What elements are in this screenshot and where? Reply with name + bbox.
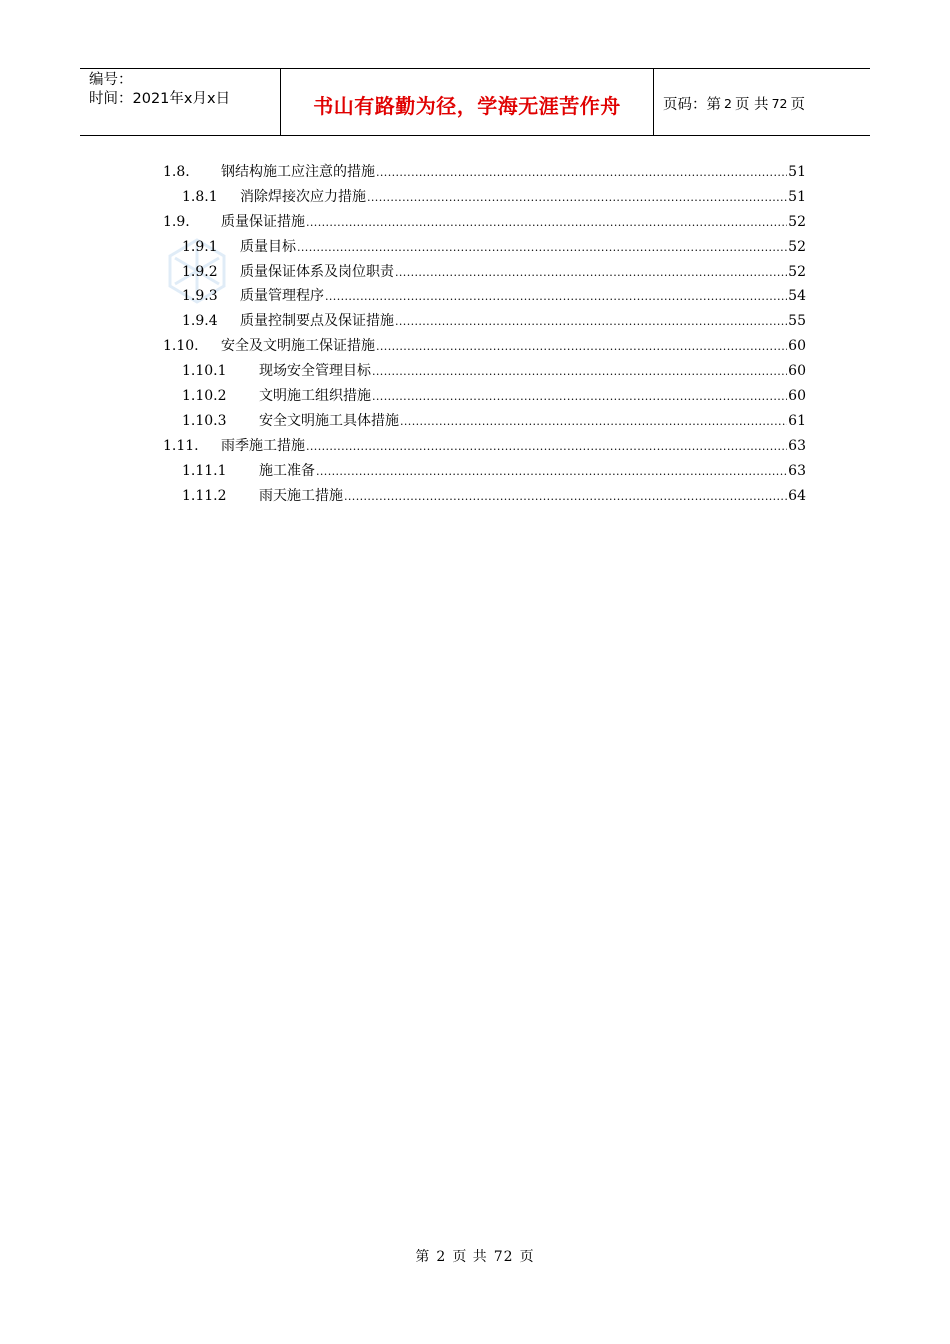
document-time: 时间：2021年x月x日 [89, 91, 231, 107]
toc-entry[interactable] [163, 309, 806, 334]
document-number-label: 编号： [89, 72, 133, 88]
toc-leader-dots [372, 360, 787, 384]
toc-entry-number: 1.9.3 [182, 288, 218, 305]
toc-leader-dots [344, 485, 787, 509]
toc-entry-page: 64 [788, 487, 806, 504]
toc-entry[interactable] [163, 409, 806, 434]
toc-entry-page: 63 [788, 462, 806, 479]
toc-leader-dots [306, 435, 787, 459]
toc-entry-page: 52 [788, 213, 806, 230]
header-motto: 书山有路勤为径，学海无涯苦作舟 [281, 69, 654, 135]
toc-entry[interactable] [163, 160, 806, 185]
header-page-suffix: 页 [790, 96, 805, 113]
toc-entry-title: 质量保证体系及岗位职责 [240, 263, 394, 280]
header-page-prefix: 页码：第 [663, 96, 721, 113]
toc-entry-title: 文明施工组织措施 [259, 388, 371, 405]
header-page-mid: 页 共 [734, 96, 769, 113]
toc-entry-number: 1.8.1 [182, 188, 218, 205]
toc-entry-number: 1.10.3 [182, 412, 227, 429]
toc-entry-title: 质量目标 [240, 238, 296, 255]
toc-entry-number: 1.11.2 [182, 487, 227, 504]
toc-leader-dots [395, 261, 787, 285]
toc-entry-page: 54 [788, 288, 806, 305]
toc-leader-dots [372, 385, 787, 409]
toc-entry-page: 61 [788, 412, 806, 429]
toc-leader-dots [376, 161, 787, 185]
toc-entry-number: 1.11. [163, 437, 199, 454]
toc-entry-title: 现场安全管理目标 [259, 363, 371, 380]
toc-entry-page: 52 [788, 263, 806, 280]
toc-leader-dots [367, 186, 787, 210]
toc-entry-number: 1.9.2 [182, 263, 218, 280]
toc-entry-title: 施工准备 [259, 462, 315, 479]
toc-entry-page: 52 [788, 238, 806, 255]
toc-leader-dots [306, 211, 787, 235]
toc-entry-title: 质量管理程序 [240, 288, 324, 305]
toc-entry-number: 1.9. [163, 213, 190, 230]
header-meta [80, 69, 281, 135]
footer-total-pages: 72 [493, 1249, 514, 1265]
toc-entry-title: 安全文明施工具体措施 [259, 412, 399, 429]
toc-entry[interactable] [163, 484, 806, 509]
header-page-current: 2 [724, 95, 732, 111]
toc-entry-number: 1.8. [163, 164, 190, 180]
toc-entry-page: 55 [788, 313, 806, 330]
toc-entry-page: 60 [788, 388, 806, 405]
toc-entry-page: 51 [788, 188, 806, 205]
toc-entry-title: 雨天施工措施 [259, 487, 343, 504]
toc-leader-dots [316, 460, 787, 484]
header-page-info [654, 69, 870, 135]
toc-entry[interactable] [163, 434, 806, 459]
footer-suffix: 页 [519, 1249, 535, 1265]
toc-entry-title: 雨季施工措施 [221, 437, 305, 454]
toc-entry-title: 质量保证措施 [221, 213, 305, 230]
toc-entry-page: 60 [788, 363, 806, 380]
page-footer [0, 1246, 950, 1266]
toc-leader-dots [297, 236, 787, 260]
toc-entry[interactable] [163, 334, 806, 359]
toc-entry[interactable] [163, 235, 806, 260]
toc-entry-page: 60 [788, 338, 806, 355]
toc-leader-dots [376, 335, 787, 359]
toc-entry-number: 1.9.4 [182, 313, 218, 330]
toc-entry-number: 1.9.1 [182, 238, 218, 255]
toc-entry-number: 1.11.1 [182, 462, 227, 479]
toc-entry-title: 安全及文明施工保证措施 [221, 338, 375, 355]
toc-entry-title: 钢结构施工应注意的措施 [221, 164, 375, 180]
toc-entry[interactable] [163, 384, 806, 409]
toc-entry-number: 1.10.1 [182, 363, 227, 380]
toc-leader-dots [325, 285, 787, 309]
toc-entry-page: 63 [788, 437, 806, 454]
footer-current-page: 2 [436, 1249, 447, 1265]
toc-entry[interactable] [163, 210, 806, 235]
footer-mid: 页 共 [452, 1249, 488, 1265]
footer-prefix: 第 [415, 1249, 431, 1265]
toc-entry-number: 1.10.2 [182, 388, 227, 405]
toc-entry[interactable] [163, 359, 806, 384]
toc-leader-dots [395, 310, 787, 334]
toc-entry-number: 1.10. [163, 338, 199, 355]
toc-entry[interactable] [163, 459, 806, 484]
document-header [80, 68, 870, 136]
header-page-total: 72 [771, 95, 788, 111]
toc-entry[interactable] [163, 260, 806, 285]
table-of-contents [163, 160, 806, 508]
toc-entry-title: 质量控制要点及保证措施 [240, 313, 394, 330]
toc-entry[interactable] [163, 185, 806, 210]
toc-leader-dots [400, 410, 787, 434]
toc-entry-title: 消除焊接次应力措施 [240, 188, 366, 205]
toc-entry[interactable] [163, 284, 806, 309]
toc-entry-page: 51 [788, 164, 806, 180]
